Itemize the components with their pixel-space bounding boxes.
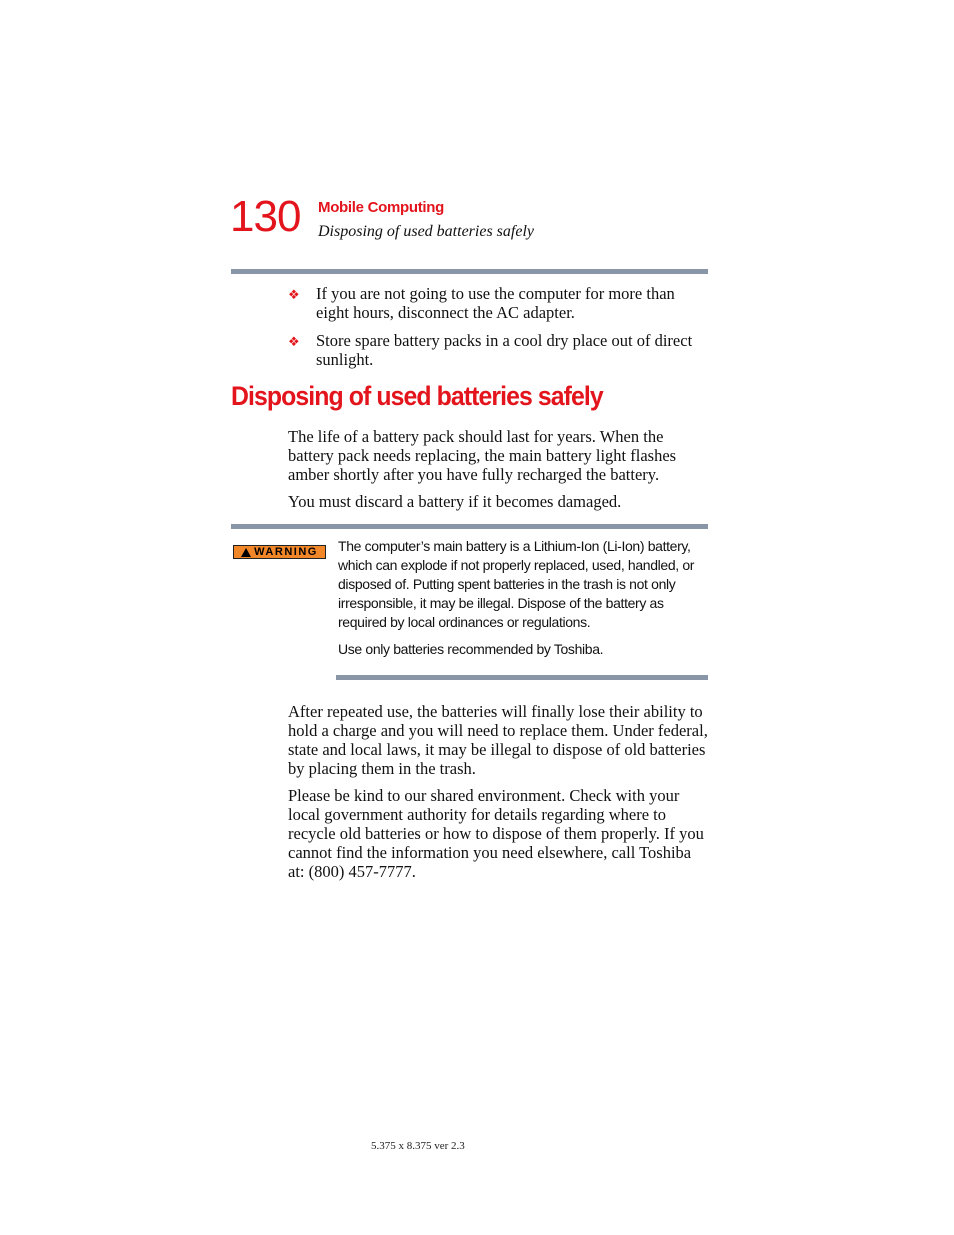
section-heading: Disposing of used batteries safely <box>231 381 603 411</box>
warning-badge <box>233 545 326 559</box>
body-paragraph: Please be kind to our shared environment. Check with your local government authority for details regarding where to recycle old batteries or how to dispose of them properly. If you cannot find the information you need elsewhere, call Toshiba at: (800) 457-7777. <box>288 786 704 881</box>
chapter-title: Mobile Computing <box>318 199 445 216</box>
intro-paragraph: You must discard a battery if it becomes damaged. <box>288 492 622 511</box>
bullet-list <box>288 284 708 378</box>
list-item <box>288 284 708 322</box>
header-rule <box>231 269 708 274</box>
page-number: 130 <box>230 192 301 241</box>
bullet-text: Store spare battery packs in a cool dry place out of direct sunlight. <box>316 331 693 369</box>
body-paragraph: After repeated use, the batteries will finally lose their ability to hold a charge and you will need to replace them. Under federal, state and local laws, it may be illegal to dispose of old batteries by placing them in the trash. <box>288 702 708 778</box>
warning-top-rule <box>231 524 708 529</box>
section-subtitle: Disposing of used batteries safely <box>318 223 534 240</box>
list-item <box>288 331 708 369</box>
intro-paragraph: The life of a battery pack should last for years. When the battery pack needs replacing, the main battery light flashes amber shortly after you have fully recharged the battery. <box>288 427 677 484</box>
page-footer: 5.375 x 8.375 ver 2.3 <box>371 1140 465 1152</box>
warning-label: WARNING <box>254 546 318 558</box>
warning-triangle-icon <box>241 548 251 557</box>
warning-text: Use only batteries recommended by Toshiba. <box>338 641 604 657</box>
diamond-bullet-icon: ❖ <box>288 334 300 349</box>
bullet-text: If you are not going to use the computer for more than eight hours, disconnect the AC adapter. <box>316 284 675 322</box>
warning-bottom-rule <box>336 675 708 680</box>
warning-text: The computer’s main battery is a Lithium-Ion (Li-Ion) battery, which can explode if not properly replaced, used, handled, or disposed of. Putting spent batteries in the trash is not only irresponsible, it may be illegal. Dispose of the battery as required by local ordinances or regulations. <box>338 538 695 630</box>
diamond-bullet-icon: ❖ <box>288 287 300 302</box>
